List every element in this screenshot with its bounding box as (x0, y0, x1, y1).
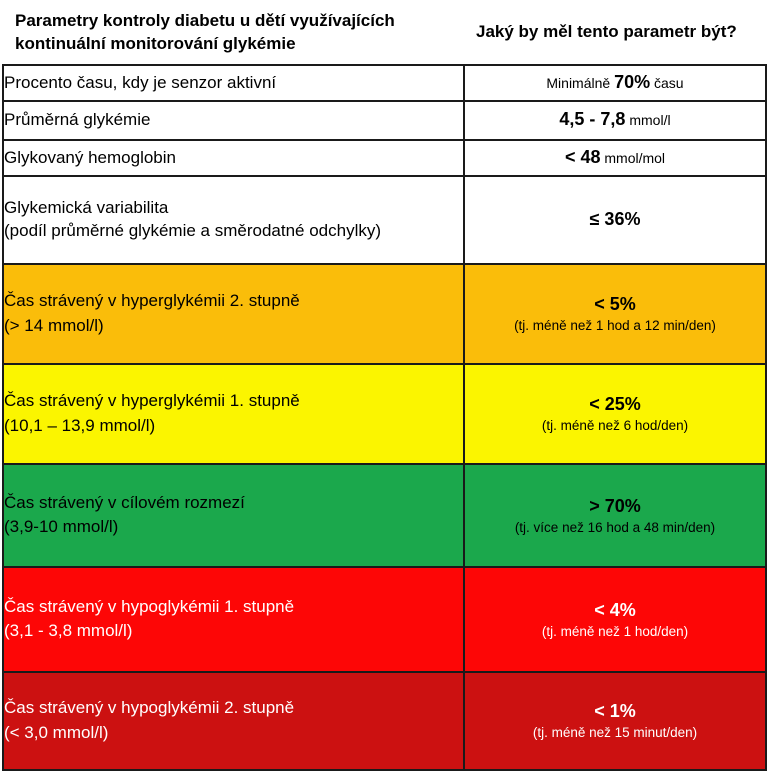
parameter-line: (podíl průměrné glykémie a směrodatné odchylky) (4, 220, 382, 240)
parameter-line: Čas strávený v hypoglykémii 1. stupně (4, 596, 295, 616)
target-value: < 48 (564, 146, 601, 167)
parameter-line: Procento času, kdy je senzor aktivní (4, 72, 277, 92)
parameter-line: Čas strávený v hyperglykémii 2. stupně (4, 291, 300, 311)
target-cell-hypoglycemia-level-2 (464, 672, 766, 770)
target-value: > 70% (589, 495, 641, 516)
table-body (3, 65, 766, 770)
header-parameter-column: Parametry kontroly diabetu u dětí využívajících kontinuální monitorování glykémie (15, 11, 395, 53)
parameter-line: Glykovaný hemoglobin (4, 147, 176, 167)
target-value-line (465, 293, 765, 317)
table-row (3, 140, 766, 176)
target-cell-sensor-active-time (464, 65, 766, 101)
parameter-cell-hyperglycemia-level-1 (3, 364, 464, 464)
table-row (3, 464, 766, 567)
target-cell-hyperglycemia-level-2 (464, 264, 766, 364)
target-value-line (465, 700, 765, 724)
target-value-line (465, 495, 765, 519)
parameter-cell-hypoglycemia-level-2 (3, 672, 464, 770)
parameter-line: Čas strávený v cílovém rozmezí (4, 492, 245, 512)
target-value: 70% (614, 71, 651, 92)
parameter-cell-hyperglycemia-level-2 (3, 264, 464, 364)
target-unit: času (650, 74, 684, 91)
target-note: (tj. méně než 1 hod/den) (541, 623, 689, 639)
table-row (3, 672, 766, 770)
parameter-line: Čas strávený v hyperglykémii 1. stupně (4, 391, 300, 411)
table-row (3, 264, 766, 364)
target-value: < 1% (594, 701, 636, 722)
target-value-line (465, 208, 765, 232)
target-cell-hyperglycemia-level-1 (464, 364, 766, 464)
target-unit: mmol/mol (600, 149, 666, 166)
parameter-cell-mean-glucose (3, 101, 464, 140)
target-value: < 4% (594, 599, 636, 620)
target-value-line (465, 599, 765, 623)
target-prefix: Minimálně (546, 74, 615, 91)
table-header-row (3, 2, 766, 65)
target-value: < 5% (594, 294, 636, 315)
target-cell-time-in-range (464, 464, 766, 567)
target-cell-mean-glucose (464, 101, 766, 140)
table-row (3, 101, 766, 140)
target-value-line (465, 108, 765, 132)
parameter-cell-time-in-range (3, 464, 464, 567)
parameter-line: Průměrná glykémie (4, 110, 151, 130)
parameter-line: (> 14 mmol/l) (4, 315, 104, 335)
glycemia-targets-table (2, 2, 767, 771)
target-value: ≤ 36% (589, 208, 641, 229)
parameter-line: (3,1 - 3,8 mmol/l) (4, 621, 133, 641)
target-value: 4,5 - 7,8 (559, 109, 626, 130)
target-unit: mmol/l (625, 112, 671, 129)
glycemia-targets-table-container (0, 2, 767, 770)
target-value-line (465, 393, 765, 417)
table-row (3, 65, 766, 101)
parameter-line: Glykemická variabilita (4, 198, 169, 218)
target-value-line (465, 146, 765, 170)
target-note: (tj. více než 16 hod a 48 min/den) (514, 519, 716, 535)
target-cell-hba1c (464, 140, 766, 176)
parameter-cell-hypoglycemia-level-1 (3, 567, 464, 672)
parameter-line: (3,9-10 mmol/l) (4, 517, 119, 537)
parameter-line: (10,1 – 13,9 mmol/l) (4, 415, 156, 435)
table-row (3, 364, 766, 464)
table-row (3, 176, 766, 264)
target-cell-glycemic-variability (464, 176, 766, 264)
table-row (3, 567, 766, 672)
parameter-line: Čas strávený v hypoglykémii 2. stupně (4, 698, 295, 718)
parameter-cell-sensor-active-time (3, 65, 464, 101)
target-value-line (465, 71, 765, 95)
parameter-cell-hba1c (3, 140, 464, 176)
target-note: (tj. méně než 15 minut/den) (532, 725, 698, 741)
target-note: (tj. méně než 1 hod a 12 min/den) (514, 318, 716, 334)
parameter-line: (< 3,0 mmol/l) (4, 722, 109, 742)
header-target-column: Jaký by měl tento parametr být? (476, 22, 737, 42)
target-note: (tj. méně než 6 hod/den) (541, 418, 689, 434)
target-cell-hypoglycemia-level-1 (464, 567, 766, 672)
parameter-cell-glycemic-variability (3, 176, 464, 264)
target-value: < 25% (589, 394, 641, 415)
